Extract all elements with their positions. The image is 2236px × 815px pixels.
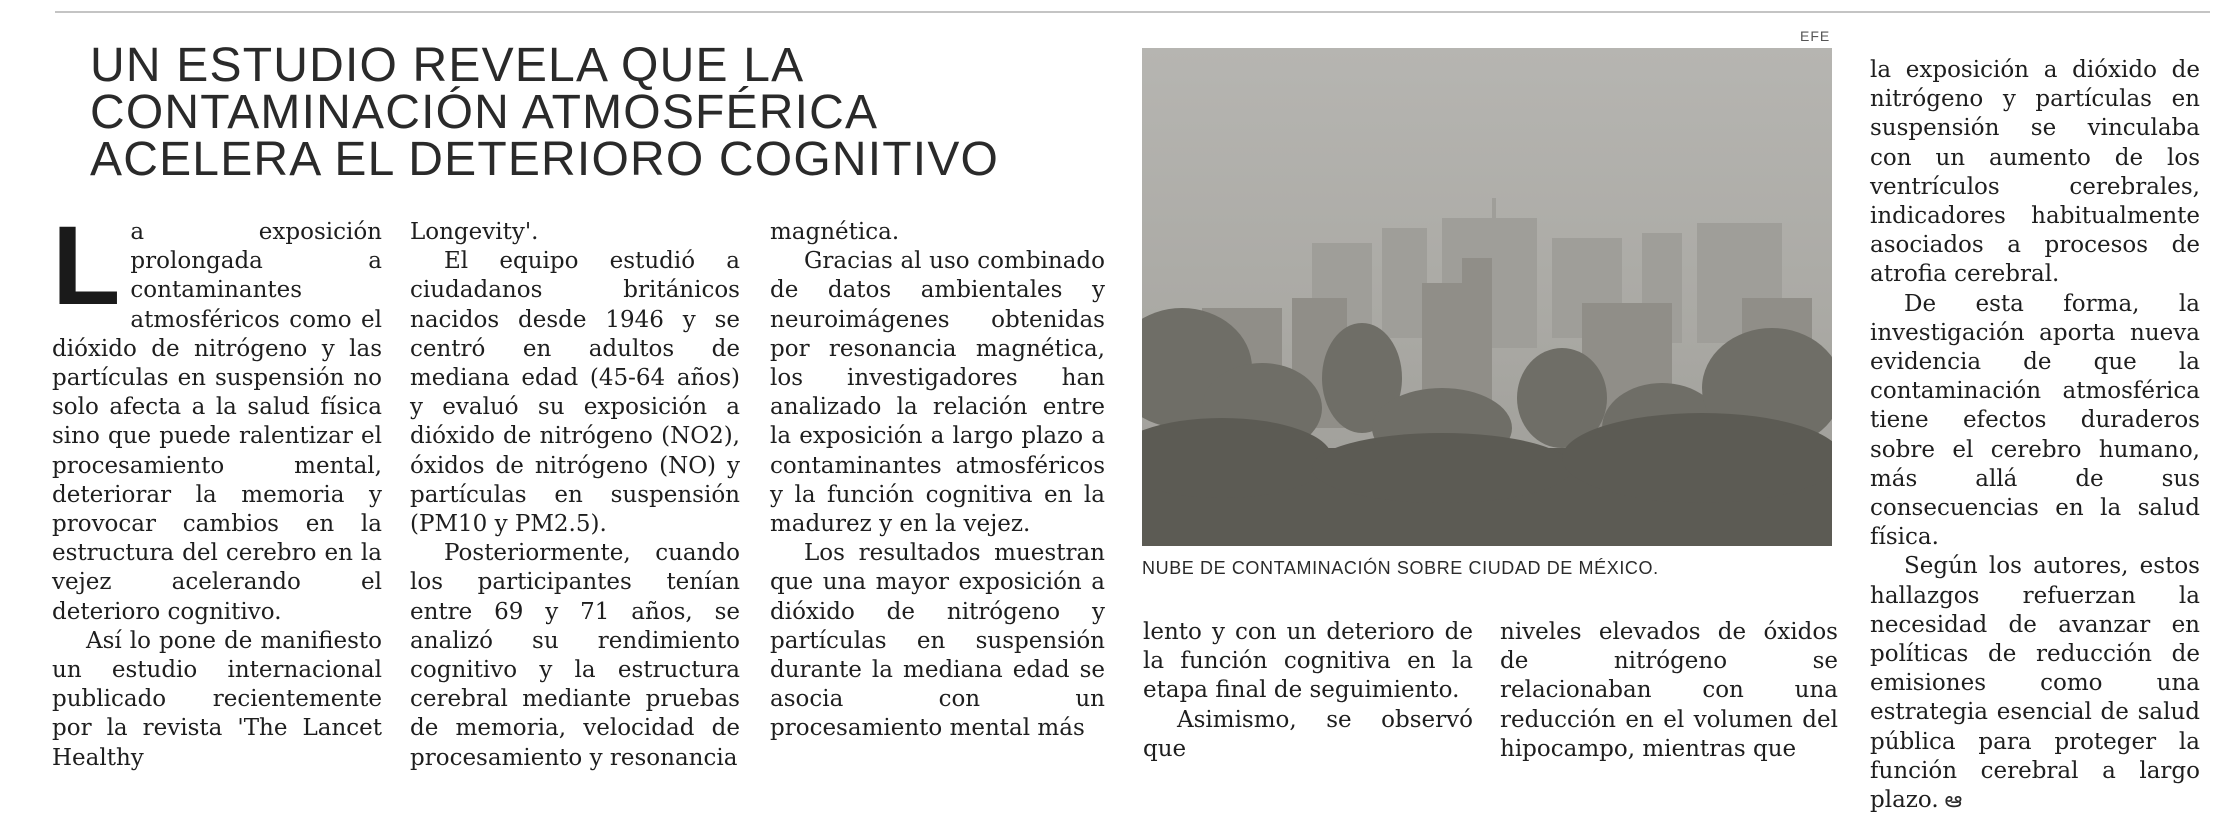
text-column-3 xyxy=(770,218,1105,744)
paragraph: El equipo estudió a ciudadanos británicos nacidos desde 1946 y se centró en adultos de mediana edad (45-64 años) y evaluó su exposición a dióxido de nitrógeno (NO2), óxidos de nitrógeno (NO) y partículas en suspensión (PM10 y PM2.5). xyxy=(410,248,740,538)
paragraph: la exposición a dióxido de nitrógeno y partículas en suspensión se vinculaba con un aumento de los ventrículos cerebrales, indicadores habitualmente asociados a procesos de atrofia cerebral. xyxy=(1870,57,2200,288)
smog-city-photo xyxy=(1142,48,1832,546)
photo-credit: EFE xyxy=(1800,28,1831,44)
paragraph: magnética. xyxy=(770,219,900,245)
paragraph: niveles elevados de óxidos de nitrógeno se relacionaban con una reducción en el volumen del hipocampo, mientras que xyxy=(1500,619,1838,762)
end-of-article-mark: ఆ xyxy=(1944,788,1963,814)
paragraph: De esta forma, la investigación aporta nueva evidencia de que la contaminación atmosférica tiene efectos duraderos sobre el cerebro humano, más allá de sus consecuencias en la salud física. xyxy=(1870,290,2200,551)
headline: UN ESTUDIO REVELA QUE LA CONTAMINACIÓN ATMOSFÉRICA ACELERA EL DETERIORO COGNITIVO xyxy=(90,39,1000,186)
paragraph: Posteriormente, cuando los participantes tenían entre 69 y 71 años, se analizó su rendimiento cognitivo y la estructura cerebral mediante pruebas de memoria, velocidad de procesamiento y resonancia xyxy=(410,540,740,771)
text-column-1 xyxy=(52,203,382,773)
text-column-4 xyxy=(1143,618,1473,764)
paragraph: Los resultados muestran que una mayor exposición a dióxido de nitrógeno y partículas en suspensión durante la mediana edad se asocia con un procesamiento mental más xyxy=(770,540,1105,742)
text-column-2 xyxy=(410,218,740,773)
drop-cap: L xyxy=(52,203,121,328)
paragraph: Longevity'. xyxy=(410,219,539,245)
paragraph xyxy=(1870,552,2200,815)
city-skyline-illustration xyxy=(1142,48,1832,546)
paragraph: Gracias al uso combinado de datos ambientales y neuroimágenes obtenidas por resonancia magnética, los investigadores han analizado la relación entre la exposición a largo plazo a contaminantes atmosféricos y la función cognitiva en la madurez y en la vejez. xyxy=(770,248,1105,538)
paragraph xyxy=(52,203,382,627)
paragraph: Asimismo, se observó que xyxy=(1143,706,1473,762)
text-column-6 xyxy=(1870,56,2200,815)
paragraph-text: Según los autores, estos hallazgos refuerzan la necesidad de avanzar en políticas de reducción de emisiones como una estrategia esencial de salud pública para proteger la función cerebral a largo plazo. xyxy=(1870,553,2200,814)
photo-caption: NUBE DE CONTAMINACIÓN SOBRE CIUDAD DE MÉXICO. xyxy=(1142,558,1659,578)
text-column-5 xyxy=(1500,618,1838,764)
paragraph: Así lo pone de manifiesto un estudio internacional publicado recientemente por la revista 'The Lancet Healthy xyxy=(52,627,382,771)
top-rule xyxy=(55,11,2210,13)
paragraph-text: a exposición prolongada a contaminantes atmosféricos como el dióxido de nitrógeno y las partículas en suspensión no solo afecta a la salud física sino que puede ralentizar el procesamiento mental, deteriorar la memoria y provocar cambios en la estructura del cerebro en la vejez acelerando el deterioro cognitivo. xyxy=(52,219,382,625)
paragraph: lento y con un deterioro de la función cognitiva en la etapa final de seguimiento. xyxy=(1143,619,1473,704)
